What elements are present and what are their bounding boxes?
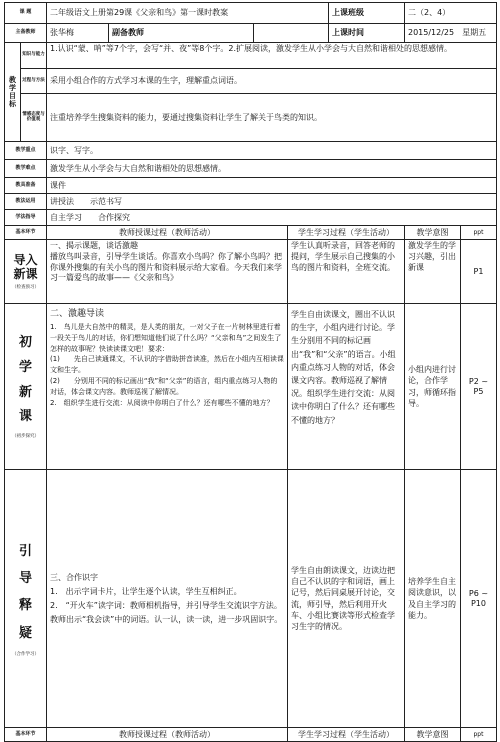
topic-value: 二年级语文上册第29课《父亲和鸟》第一课时教案	[47, 3, 329, 24]
header-intent: 教学意图	[405, 226, 461, 240]
section-explore-teacher: 二、激趣导读 1. 鸟儿是大自然中的精灵，是人类的朋友，一对父子在一片树林里进行着一段关于鸟儿的对话，你们想知道他们说了什么吗？“父亲和鸟”之间发生了怎样的故事呢？快读读课文吧！要求： (1) 先自己读通课文，不认识的字借助拼音读准，然后在小组内互相读课文和生字。 (2) 分别用不同的标记画出“我”和“父亲”的语言，组内重点练习人物的对话，体会课文内容。教师巡视了解情况。 2. 组织学生进行交流：从阅读中你明白了什么？还有哪些不懂的地方？	[47, 304, 288, 470]
objective-process-text: 采用小组合作的方式学习本课的生字，理解重点词语。	[47, 69, 497, 94]
objective-row-knowledge	[5, 43, 497, 69]
section-guide-student: 学生自由朗读课文，边读边把自己不认识的字和词语，画上记号，然后同桌展开讨论，交流，师引导，然后利用开火车、小组比赛读等形式检查学习生字的情况。	[288, 470, 405, 728]
class-label: 上课班级	[329, 3, 405, 24]
section-explore-intent: 小组内进行讨论，合作学习，师循环指导。	[405, 304, 461, 470]
objective-attitude-text: 注重培养学生搜集资料的能力，要通过搜集资料让学生了解关于鸟类的知识。	[47, 94, 497, 142]
section-intro-row	[5, 240, 497, 304]
section-intro-ppt: P1	[461, 240, 497, 304]
header-teacher: 教师授课过程（教师活动）	[47, 226, 288, 240]
section-explore-ppt: P2 ~ P5	[461, 304, 497, 470]
key-points-label: 教学重点	[5, 142, 47, 160]
main-teacher-value: 张华梅	[47, 24, 109, 43]
process-header-row	[5, 226, 497, 240]
materials-label: 教具准备	[5, 178, 47, 194]
section-intro-student: 学生认真听录音，回答老师的提问，学生展示自己搜集的小鸟的图片和资料，全班交流。	[288, 240, 405, 304]
footer-section: 基本环节	[5, 728, 47, 742]
footer-student: 学生学习过程（学生活动）	[288, 728, 405, 742]
topic-label: 课 题	[5, 3, 47, 24]
objective-attitude-label: 情感态度与价值观	[21, 94, 47, 142]
objectives-group-label: 教学目标	[5, 43, 21, 142]
info-row-study-guide	[5, 210, 497, 226]
methods-text: 讲授法 示范书写	[47, 194, 497, 210]
info-row-key-points	[5, 142, 497, 160]
section-explore-label: 初 学 新 课 （初步探究）	[5, 304, 47, 470]
section-guide-teacher: 三、合作识字 1. 出示字词卡片，让学生逐个认读，学生互相纠正。 2. “开火车”读字词：教师相机指导，并引导学生交流识字方法。 教师出示“我会读”中的词语。认一认，读一读，进一步巩固识字。	[47, 470, 288, 728]
key-points-text: 识字、写字。	[47, 142, 497, 160]
class-value: 二（2、4）	[405, 3, 497, 24]
header-ppt: ppt	[461, 226, 497, 240]
time-label: 上课时间	[329, 24, 405, 43]
header-section: 基本环节	[5, 226, 47, 240]
time-value: 2015/12/25 星期五	[405, 24, 497, 43]
section-guide-row	[5, 470, 497, 728]
section-explore-row	[5, 304, 497, 470]
objective-row-attitude	[5, 94, 497, 142]
materials-text: 课件	[47, 178, 497, 194]
objective-knowledge-text: 1.认识“蒙、呐”等7个字，会写“并、夜”等8个字。2.扩展阅读，激发学生从小学会与大自然和谐相处的思想感情。	[47, 43, 497, 69]
section-guide-label: 引 导 释 疑 （合作学习）	[5, 470, 47, 728]
section-explore-student: 学生自由读课文，圈出不认识的生字，小组内进行讨论。学生分别用不同的标记画出“我”和“父亲”的语言。小组内重点练习人物的对话，体会课文内容。教师巡视了解情况。组织学生进行交流：从阅读中你明白了什么？还有哪些不懂的地方？	[288, 304, 405, 470]
objective-knowledge-label: 知识与能力	[21, 43, 47, 69]
methods-label: 教法运用	[5, 194, 47, 210]
study-guide-text: 自主学习 合作探究	[47, 210, 497, 226]
lesson-plan-table	[4, 2, 497, 742]
main-teacher-label: 主备教师	[5, 24, 47, 43]
section-intro-intent: 激发学生的学习兴趣，引出新课	[405, 240, 461, 304]
lesson-plan-page	[4, 2, 496, 739]
footer-teacher: 教师授课过程（教师活动）	[47, 728, 288, 742]
info-row-materials	[5, 178, 497, 194]
header-student: 学生学习过程（学生活动）	[288, 226, 405, 240]
topic-row	[5, 3, 497, 24]
footer-intent: 教学意图	[405, 728, 461, 742]
footer-ppt: ppt	[461, 728, 497, 742]
difficulties-text: 激发学生从小学会与大自然和谐相处的思想感情。	[47, 160, 497, 178]
objective-row-process	[5, 69, 497, 94]
section-intro-teacher: 一、揭示课题，谈话激趣 播放鸟叫录音，引导学生谈话。你喜欢小鸟吗？你了解小鸟吗？把你课外搜集的有关小鸟的图片和资料展示给大家看。今天我们来学习一篇爱鸟的故事——《父亲和鸟》	[47, 240, 288, 304]
sub-teacher-value	[254, 24, 329, 43]
sub-teacher-label: 副备教师	[109, 24, 254, 43]
study-guide-label: 学法指导	[5, 210, 47, 226]
info-row-difficulties	[5, 160, 497, 178]
teacher-row	[5, 24, 497, 43]
section-guide-intent: 培养学生自主阅读意识，以及自主学习的能力。	[405, 470, 461, 728]
objective-process-label: 过程与方法	[21, 69, 47, 94]
difficulties-label: 教学难点	[5, 160, 47, 178]
info-row-methods	[5, 194, 497, 210]
section-intro-label: 导入 新课 （检查预习）	[5, 240, 47, 304]
section-guide-ppt: P6 ~ P10	[461, 470, 497, 728]
footer-header-row	[5, 728, 497, 742]
